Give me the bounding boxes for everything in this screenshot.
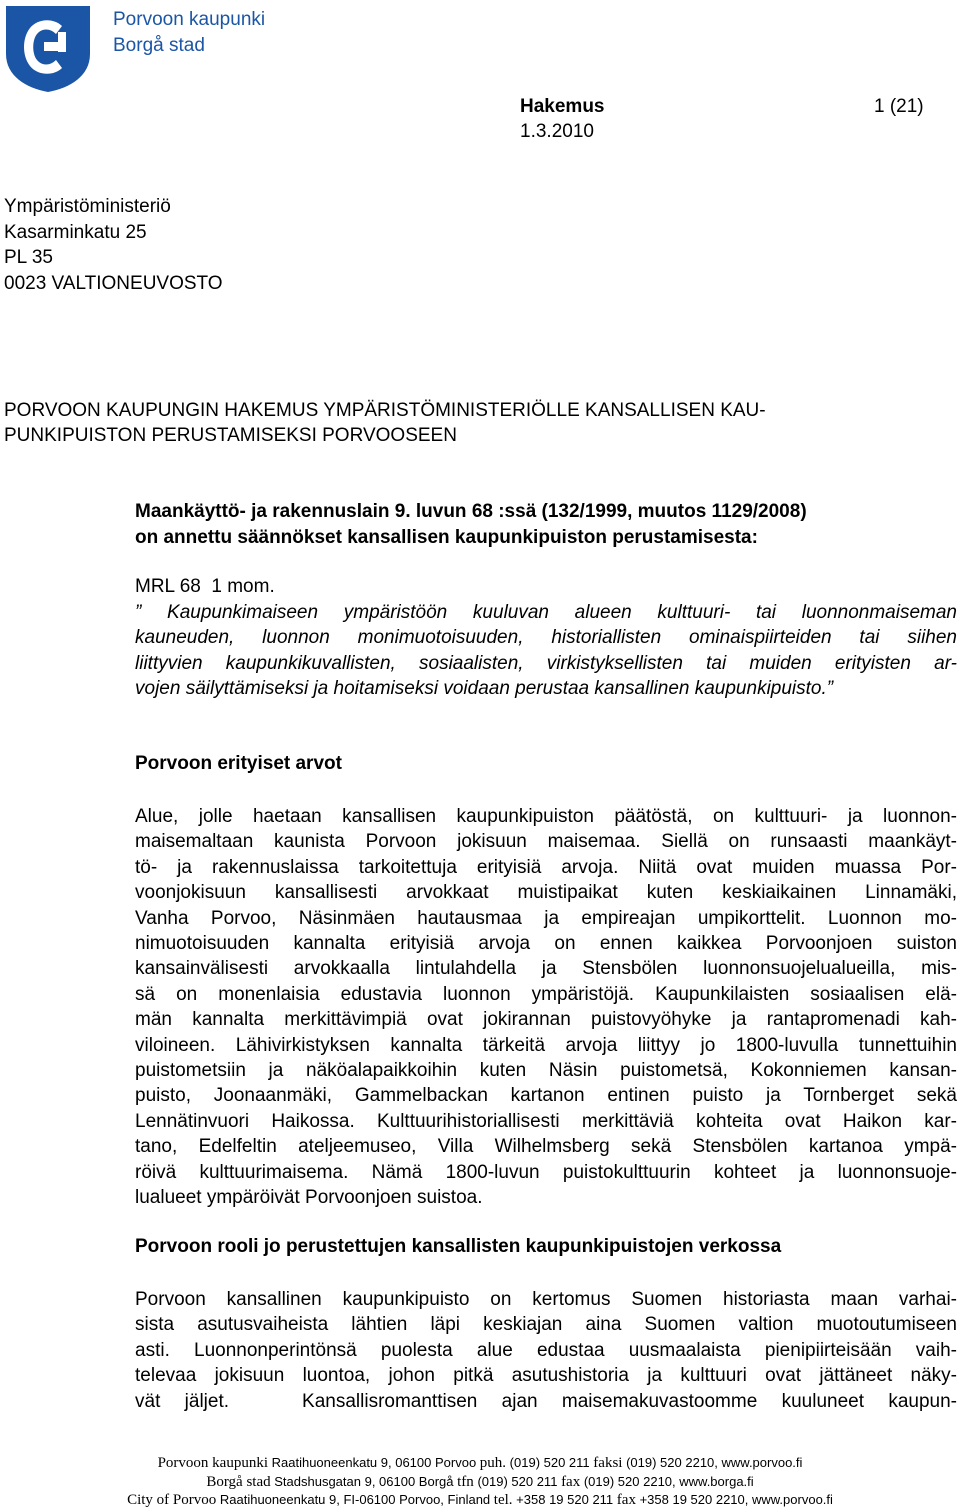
title-line: PUNKIPUISTON PERUSTAMISEKSI PORVOOSEEN xyxy=(4,425,457,446)
footer-fax: +358 19 520 2210, www.porvoo.fi xyxy=(639,1492,833,1507)
org-name-sv: Borgå stad xyxy=(113,35,205,56)
recipient-line: Kasarminkatu 25 xyxy=(4,221,147,243)
footer-label: fax xyxy=(561,1474,581,1490)
paragraph-line: kansainvälisesti arvokkaalla lintulahdella ja Stensbölen luonnonsuojelualueilla, mis- xyxy=(135,958,957,980)
paragraph-line: Porvoon kansallinen kaupunkipuisto on kertomus Suomen historiasta maan varhai- xyxy=(135,1289,957,1310)
section-body-network-role xyxy=(135,1287,957,1414)
section-heading-special-values: Porvoon erityiset arvot xyxy=(135,753,342,774)
title-line: PORVOON KAUPUNGIN HAKEMUS YMPÄRISTÖMINISTERIÖLLE KANSALLISEN KAU- xyxy=(4,400,766,421)
recipient-line: PL 35 xyxy=(4,247,53,268)
paragraph-line: tö- ja rakennuslaissa tarkoitettuja erityisiä arvoja. Niitä ovat muiden muassa Por- xyxy=(135,856,957,878)
footer-label: fax xyxy=(616,1492,636,1508)
quote-line: vojen säilyttämiseksi ja hoitamiseksi voidaan perustaa kansallinen kaupunkipuisto.” xyxy=(135,678,834,700)
recipient-line: Ympäristöministeriö xyxy=(4,196,171,217)
legal-intro xyxy=(135,499,807,551)
recipient-address xyxy=(4,194,223,296)
quote-line: liittyvien kaupunkikuvallisten, sosiaalisten, virkistyksellisten tai muiden erityisten ar- xyxy=(135,652,957,674)
paragraph-line: nimuotoisuuden kannalta erityisiä arvoja on ennen kaikkea Porvoonjoen suiston xyxy=(135,933,957,955)
section-body-special-values xyxy=(135,804,957,1211)
footer-phone: (019) 520 211 xyxy=(509,1455,590,1470)
paragraph-line: voonjokisuun kansallisesti arvokkaat muistipaikat kuten keskiaikainen Linnamäki, xyxy=(135,882,957,904)
paragraph-line: Alue, jolle haetaan kansallisen kaupunkipuiston päätöstä, on kulttuuri- ja luonnon- xyxy=(135,806,957,827)
document-title xyxy=(4,398,766,448)
city-coat-of-arms-logo xyxy=(4,4,92,94)
recipient-line: 0023 VALTIONEUVOSTO xyxy=(4,272,223,294)
footer-line-fi xyxy=(0,1454,960,1472)
paragraph-line: sista asutusvaiheista lähtien läpi keskiajan aina Suomen valtion muotoutumiseen xyxy=(135,1314,957,1336)
paragraph-line: viloineen. Lähivirkistyksen kannalta tärkeitä arvoja liittyy jo 1800-luvulla tunnettuihin xyxy=(135,1034,957,1056)
intro-line: on annettu säännökset kansallisen kaupunkipuiston perustamisesta: xyxy=(135,527,758,548)
paragraph-line: Lennätinvuori Haikossa. Kulttuurihistoriallisesti merkittäviä kohteita ovat Haikon kar- xyxy=(135,1110,957,1132)
footer-address-fi: Raatihuoneenkatu 9, 06100 Porvoo xyxy=(271,1455,477,1470)
document-date: 1.3.2010 xyxy=(520,121,594,142)
paragraph-line: puisto, Joonaanmäki, Gammelbackan kartanon entinen puisto ja Tornberget sekä xyxy=(135,1085,957,1107)
quote-line: ” Kaupunkimaiseen ympäristöön kuuluvan alueen kulttuuri- tai luonnonmaiseman xyxy=(135,602,957,623)
paragraph-line: puistometsiin ja näköalapaikkoihin kuten Näsin puistometsä, Kokonniemen kansan- xyxy=(135,1060,957,1082)
footer-org-sv: Borgå stad xyxy=(206,1474,271,1490)
paragraph-line: sä on monenlaisia edustavia luonnon ympäristöjä. Kaupunkilaisten sosiaalisen elä- xyxy=(135,983,957,1005)
paragraph-line: asti. Luonnonperintönsä puolesta alue edustaa uusmaalaista pienipiirteisään vaih- xyxy=(135,1339,957,1361)
paragraph-line: män kannalta merkittävimpiä ovat jokirannan puistovyöhyke ja rantapromenadi kah- xyxy=(135,1009,957,1031)
footer-label: puh. xyxy=(479,1455,507,1471)
paragraph-line: lualueet ympäröivät Porvoonjoen suistoa. xyxy=(135,1187,483,1209)
intro-line: Maankäyttö- ja rakennuslain 9. luvun 68 :ssä (132/1999, muutos 1129/2008) xyxy=(135,501,807,522)
footer-phone: (019) 520 211 xyxy=(477,1474,558,1489)
document-type: Hakemus xyxy=(520,96,605,117)
footer-label: tfn xyxy=(457,1474,474,1490)
footer-org-fi: Porvoon kaupunki xyxy=(157,1455,268,1471)
footer-line-en xyxy=(0,1491,960,1509)
paragraph-line: vät jäljet. Kansallisromanttisen ajan maisemakuvastoomme kuuluneet kaupun- xyxy=(135,1390,957,1412)
footer-org-en: City of Porvoo xyxy=(127,1492,217,1508)
law-reference: MRL 68 1 mom. xyxy=(135,576,275,597)
paragraph-line: tano, Edelfeltin ateljeemuseo, Villa Wilhelmsberg sekä Stensbölen kartanoa ympä- xyxy=(135,1136,957,1158)
footer-phone: +358 19 520 211 xyxy=(516,1492,614,1507)
footer-label: faksi xyxy=(593,1455,623,1471)
footer-address-sv: Stadshusgatan 9, 06100 Borgå xyxy=(274,1474,454,1489)
footer-label: tel. xyxy=(493,1492,513,1508)
paragraph-line: televaa jokisuun luontoa, johon pitkä asutushistoria ja kulttuuri ovat jättäneet näky- xyxy=(135,1365,957,1387)
paragraph-line: röivä kulttuurimaisema. Nämä 1800-luvun puistokulttuurin kohteet ja luonnonsuoje- xyxy=(135,1161,957,1183)
footer-fax: (019) 520 2210, www.borga.fi xyxy=(583,1474,754,1489)
paragraph-line: Vanha Porvoo, Näsinmäen hautausmaa ja empireajan umpikorttelit. Luonnon mo- xyxy=(135,907,957,929)
footer-fax: (019) 520 2210, www.porvoo.fi xyxy=(626,1455,803,1470)
section-heading-network-role: Porvoon rooli jo perustettujen kansallisten kaupunkipuistojen verkossa xyxy=(135,1236,782,1257)
footer-line-sv xyxy=(0,1473,960,1491)
page-number: 1 (21) xyxy=(874,96,924,117)
quote-line: kauneuden, luonnon monimuotoisuuden, historiallisten ominaispiirteiden tai siihen xyxy=(135,627,957,649)
paragraph-line: maisemaltaan kaunista Porvoon jokisuun maisemaa. Siellä on runsaasti maankäyt- xyxy=(135,831,957,853)
footer-address-en: Raatihuoneenkatu 9, FI-06100 Porvoo, Finland xyxy=(219,1492,491,1507)
org-name-fi: Porvoon kaupunki xyxy=(113,9,266,30)
law-quote xyxy=(135,600,957,702)
